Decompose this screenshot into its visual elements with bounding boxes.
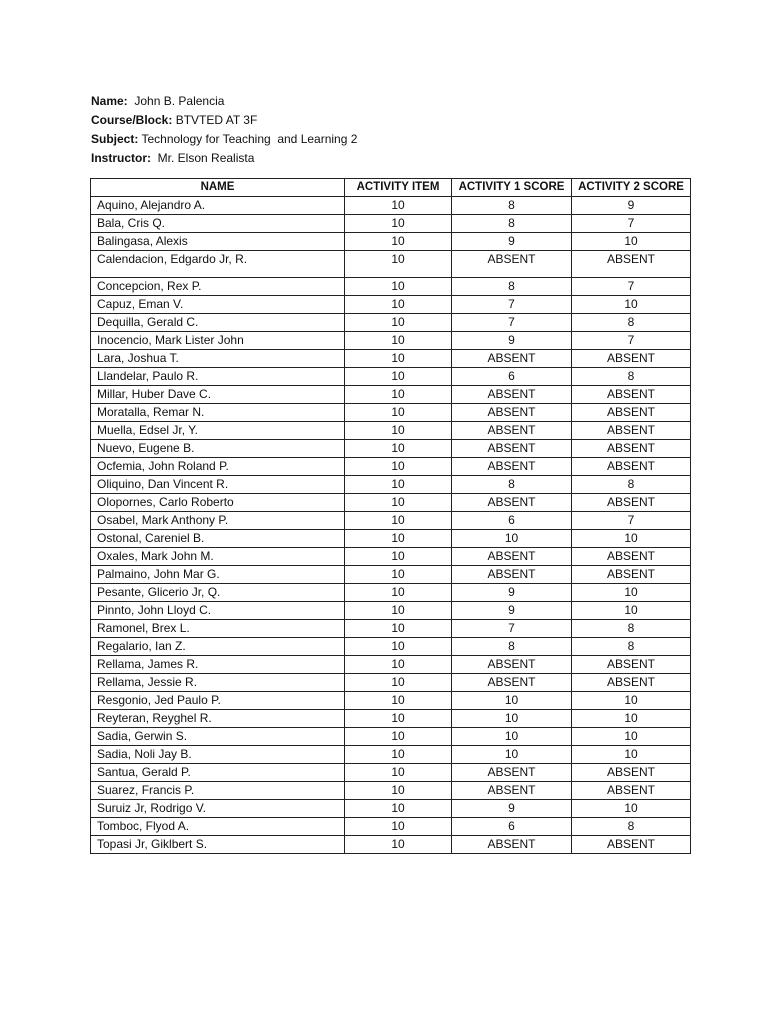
table-row bbox=[91, 422, 691, 440]
table-row bbox=[91, 386, 691, 404]
activity-1-score-cell: ABSENT bbox=[452, 251, 572, 278]
table-row bbox=[91, 638, 691, 656]
student-name-cell: Nuevo, Eugene B. bbox=[91, 440, 345, 458]
activity-item-cell: 10 bbox=[345, 620, 452, 638]
activity-item-cell: 10 bbox=[345, 638, 452, 656]
student-name-cell: Concepcion, Rex P. bbox=[91, 278, 345, 296]
name-value: John B. Palencia bbox=[134, 94, 225, 108]
activity-item-cell: 10 bbox=[345, 836, 452, 854]
table-row bbox=[91, 728, 691, 746]
student-name-cell: Bala, Cris Q. bbox=[91, 215, 345, 233]
student-name-cell: Inocencio, Mark Lister John bbox=[91, 332, 345, 350]
course-label: Course/Block: bbox=[91, 113, 173, 127]
activity-2-score-cell: 10 bbox=[572, 728, 691, 746]
instructor-label: Instructor: bbox=[91, 151, 151, 165]
activity-1-score-cell: ABSENT bbox=[452, 440, 572, 458]
table-row bbox=[91, 584, 691, 602]
table-row bbox=[91, 674, 691, 692]
activity-2-score-cell: 7 bbox=[572, 278, 691, 296]
table-row bbox=[91, 782, 691, 800]
table-row bbox=[91, 602, 691, 620]
activity-1-score-cell: 10 bbox=[452, 728, 572, 746]
activity-item-cell: 10 bbox=[345, 440, 452, 458]
subject-value: Technology for Teaching and Learning 2 bbox=[141, 132, 358, 146]
table-row bbox=[91, 836, 691, 854]
activity-item-cell: 10 bbox=[345, 476, 452, 494]
activity-item-cell: 10 bbox=[345, 404, 452, 422]
column-header-name: NAME bbox=[91, 179, 345, 197]
activity-1-score-cell: 6 bbox=[452, 512, 572, 530]
table-row bbox=[91, 818, 691, 836]
activity-2-score-cell: ABSENT bbox=[572, 386, 691, 404]
activity-1-score-cell: ABSENT bbox=[452, 656, 572, 674]
activity-2-score-cell: 10 bbox=[572, 530, 691, 548]
activity-1-score-cell: 8 bbox=[452, 197, 572, 215]
activity-1-score-cell: 9 bbox=[452, 233, 572, 251]
student-name-cell: Aquino, Alejandro A. bbox=[91, 197, 345, 215]
student-name-cell: Rellama, James R. bbox=[91, 656, 345, 674]
course-line bbox=[91, 111, 357, 130]
activity-1-score-cell: 6 bbox=[452, 368, 572, 386]
student-name-cell: Ocfemia, John Roland P. bbox=[91, 458, 345, 476]
activity-1-score-cell: 9 bbox=[452, 584, 572, 602]
activity-2-score-cell: 8 bbox=[572, 476, 691, 494]
table-row bbox=[91, 800, 691, 818]
activity-1-score-cell: ABSENT bbox=[452, 404, 572, 422]
student-name-cell: Millar, Huber Dave C. bbox=[91, 386, 345, 404]
activity-item-cell: 10 bbox=[345, 422, 452, 440]
activity-item-cell: 10 bbox=[345, 494, 452, 512]
activity-1-score-cell: 10 bbox=[452, 746, 572, 764]
table-row bbox=[91, 251, 691, 278]
column-header-activity-2-score: ACTIVITY 2 SCORE bbox=[572, 179, 691, 197]
student-name-cell: Suruiz Jr, Rodrigo V. bbox=[91, 800, 345, 818]
student-name-cell: Regalario, Ian Z. bbox=[91, 638, 345, 656]
student-name-cell: Lara, Joshua T. bbox=[91, 350, 345, 368]
activity-2-score-cell: ABSENT bbox=[572, 494, 691, 512]
table-row bbox=[91, 440, 691, 458]
activity-1-score-cell: 8 bbox=[452, 476, 572, 494]
activity-1-score-cell: ABSENT bbox=[452, 350, 572, 368]
table-row bbox=[91, 368, 691, 386]
student-name-cell: Sadia, Noli Jay B. bbox=[91, 746, 345, 764]
table-body bbox=[91, 197, 691, 854]
student-info-block bbox=[91, 92, 357, 168]
student-name-cell: Ramonel, Brex L. bbox=[91, 620, 345, 638]
activity-2-score-cell: 10 bbox=[572, 746, 691, 764]
instructor-line bbox=[91, 149, 357, 168]
activity-item-cell: 10 bbox=[345, 458, 452, 476]
activity-2-score-cell: ABSENT bbox=[572, 548, 691, 566]
activity-item-cell: 10 bbox=[345, 818, 452, 836]
name-label: Name: bbox=[91, 94, 128, 108]
activity-1-score-cell: 9 bbox=[452, 800, 572, 818]
subject-line bbox=[91, 130, 357, 149]
activity-1-score-cell: ABSENT bbox=[452, 836, 572, 854]
student-name-cell: Dequilla, Gerald C. bbox=[91, 314, 345, 332]
activity-item-cell: 10 bbox=[345, 710, 452, 728]
table-row bbox=[91, 476, 691, 494]
activity-2-score-cell: 9 bbox=[572, 197, 691, 215]
activity-2-score-cell: 10 bbox=[572, 233, 691, 251]
table-row bbox=[91, 764, 691, 782]
student-name-cell: Santua, Gerald P. bbox=[91, 764, 345, 782]
table-row bbox=[91, 530, 691, 548]
activity-2-score-cell: ABSENT bbox=[572, 251, 691, 278]
activity-item-cell: 10 bbox=[345, 332, 452, 350]
student-name-cell: Pesante, Glicerio Jr, Q. bbox=[91, 584, 345, 602]
activity-2-score-cell: 7 bbox=[572, 332, 691, 350]
activity-1-score-cell: ABSENT bbox=[452, 548, 572, 566]
student-name-cell: Tomboc, Flyod A. bbox=[91, 818, 345, 836]
course-value: BTVTED AT 3F bbox=[175, 113, 258, 127]
activity-1-score-cell: 10 bbox=[452, 710, 572, 728]
activity-1-score-cell: 8 bbox=[452, 638, 572, 656]
activity-1-score-cell: ABSENT bbox=[452, 764, 572, 782]
student-name-cell: Muella, Edsel Jr, Y. bbox=[91, 422, 345, 440]
student-name-cell: Suarez, Francis P. bbox=[91, 782, 345, 800]
activity-2-score-cell: ABSENT bbox=[572, 656, 691, 674]
activity-2-score-cell: 10 bbox=[572, 602, 691, 620]
activity-item-cell: 10 bbox=[345, 530, 452, 548]
score-table bbox=[90, 178, 691, 854]
activity-2-score-cell: 8 bbox=[572, 314, 691, 332]
subject-label: Subject: bbox=[91, 132, 139, 146]
student-name-cell: Balingasa, Alexis bbox=[91, 233, 345, 251]
activity-1-score-cell: ABSENT bbox=[452, 458, 572, 476]
table-row bbox=[91, 233, 691, 251]
activity-item-cell: 10 bbox=[345, 728, 452, 746]
activity-2-score-cell: 8 bbox=[572, 368, 691, 386]
table-row bbox=[91, 620, 691, 638]
student-name-cell: Topasi Jr, Giklbert S. bbox=[91, 836, 345, 854]
table-row bbox=[91, 197, 691, 215]
activity-1-score-cell: 7 bbox=[452, 620, 572, 638]
student-name-cell: Llandelar, Paulo R. bbox=[91, 368, 345, 386]
student-name-cell: Palmaino, John Mar G. bbox=[91, 566, 345, 584]
activity-item-cell: 10 bbox=[345, 656, 452, 674]
name-line bbox=[91, 92, 357, 111]
activity-2-score-cell: 10 bbox=[572, 584, 691, 602]
activity-item-cell: 10 bbox=[345, 368, 452, 386]
activity-2-score-cell: 7 bbox=[572, 215, 691, 233]
table-row bbox=[91, 332, 691, 350]
activity-1-score-cell: ABSENT bbox=[452, 782, 572, 800]
activity-item-cell: 10 bbox=[345, 278, 452, 296]
student-name-cell: Osabel, Mark Anthony P. bbox=[91, 512, 345, 530]
activity-item-cell: 10 bbox=[345, 782, 452, 800]
activity-2-score-cell: ABSENT bbox=[572, 440, 691, 458]
activity-item-cell: 10 bbox=[345, 764, 452, 782]
activity-2-score-cell: 10 bbox=[572, 692, 691, 710]
table-row bbox=[91, 314, 691, 332]
activity-item-cell: 10 bbox=[345, 746, 452, 764]
column-header-activity-1-score: ACTIVITY 1 SCORE bbox=[452, 179, 572, 197]
activity-2-score-cell: 7 bbox=[572, 512, 691, 530]
table-row bbox=[91, 692, 691, 710]
activity-1-score-cell: 9 bbox=[452, 602, 572, 620]
table-row bbox=[91, 278, 691, 296]
activity-item-cell: 10 bbox=[345, 386, 452, 404]
activity-2-score-cell: ABSENT bbox=[572, 458, 691, 476]
activity-2-score-cell: ABSENT bbox=[572, 350, 691, 368]
activity-1-score-cell: 8 bbox=[452, 278, 572, 296]
activity-2-score-cell: 8 bbox=[572, 818, 691, 836]
activity-1-score-cell: 10 bbox=[452, 530, 572, 548]
table-row bbox=[91, 656, 691, 674]
activity-1-score-cell: ABSENT bbox=[452, 494, 572, 512]
activity-item-cell: 10 bbox=[345, 197, 452, 215]
activity-2-score-cell: ABSENT bbox=[572, 404, 691, 422]
activity-1-score-cell: 10 bbox=[452, 692, 572, 710]
table-row bbox=[91, 548, 691, 566]
student-name-cell: Rellama, Jessie R. bbox=[91, 674, 345, 692]
activity-1-score-cell: ABSENT bbox=[452, 566, 572, 584]
activity-2-score-cell: ABSENT bbox=[572, 764, 691, 782]
table-row bbox=[91, 458, 691, 476]
activity-item-cell: 10 bbox=[345, 584, 452, 602]
table-row bbox=[91, 746, 691, 764]
table-row bbox=[91, 404, 691, 422]
table-row bbox=[91, 215, 691, 233]
activity-item-cell: 10 bbox=[345, 800, 452, 818]
activity-item-cell: 10 bbox=[345, 251, 452, 278]
activity-item-cell: 10 bbox=[345, 602, 452, 620]
student-name-cell: Calendacion, Edgardo Jr, R. bbox=[91, 251, 345, 278]
activity-item-cell: 10 bbox=[345, 350, 452, 368]
student-name-cell: Resgonio, Jed Paulo P. bbox=[91, 692, 345, 710]
student-name-cell: Reyteran, Reyghel R. bbox=[91, 710, 345, 728]
table-header-row bbox=[91, 179, 691, 197]
student-name-cell: Moratalla, Remar N. bbox=[91, 404, 345, 422]
table-row bbox=[91, 494, 691, 512]
instructor-value: Mr. Elson Realista bbox=[157, 151, 255, 165]
activity-item-cell: 10 bbox=[345, 233, 452, 251]
activity-2-score-cell: ABSENT bbox=[572, 422, 691, 440]
activity-2-score-cell: ABSENT bbox=[572, 674, 691, 692]
student-name-cell: Sadia, Gerwin S. bbox=[91, 728, 345, 746]
activity-1-score-cell: 9 bbox=[452, 332, 572, 350]
activity-item-cell: 10 bbox=[345, 692, 452, 710]
activity-2-score-cell: 8 bbox=[572, 638, 691, 656]
table-row bbox=[91, 566, 691, 584]
activity-item-cell: 10 bbox=[345, 566, 452, 584]
table-row bbox=[91, 710, 691, 728]
activity-item-cell: 10 bbox=[345, 674, 452, 692]
activity-1-score-cell: 6 bbox=[452, 818, 572, 836]
activity-1-score-cell: 7 bbox=[452, 314, 572, 332]
activity-2-score-cell: 10 bbox=[572, 710, 691, 728]
activity-1-score-cell: 8 bbox=[452, 215, 572, 233]
table-row bbox=[91, 512, 691, 530]
table-row bbox=[91, 350, 691, 368]
activity-1-score-cell: ABSENT bbox=[452, 386, 572, 404]
activity-2-score-cell: 8 bbox=[572, 620, 691, 638]
activity-item-cell: 10 bbox=[345, 512, 452, 530]
activity-2-score-cell: ABSENT bbox=[572, 782, 691, 800]
activity-2-score-cell: ABSENT bbox=[572, 566, 691, 584]
activity-item-cell: 10 bbox=[345, 548, 452, 566]
activity-1-score-cell: ABSENT bbox=[452, 674, 572, 692]
table-row bbox=[91, 296, 691, 314]
student-name-cell: Oliquino, Dan Vincent R. bbox=[91, 476, 345, 494]
column-header-activity-item: ACTIVITY ITEM bbox=[345, 179, 452, 197]
activity-item-cell: 10 bbox=[345, 314, 452, 332]
student-name-cell: Capuz, Eman V. bbox=[91, 296, 345, 314]
activity-item-cell: 10 bbox=[345, 215, 452, 233]
activity-2-score-cell: 10 bbox=[572, 296, 691, 314]
activity-2-score-cell: 10 bbox=[572, 800, 691, 818]
student-name-cell: Olopornes, Carlo Roberto bbox=[91, 494, 345, 512]
student-name-cell: Ostonal, Careniel B. bbox=[91, 530, 345, 548]
activity-1-score-cell: ABSENT bbox=[452, 422, 572, 440]
student-name-cell: Pinnto, John Lloyd C. bbox=[91, 602, 345, 620]
student-name-cell: Oxales, Mark John M. bbox=[91, 548, 345, 566]
activity-1-score-cell: 7 bbox=[452, 296, 572, 314]
activity-2-score-cell: ABSENT bbox=[572, 836, 691, 854]
activity-item-cell: 10 bbox=[345, 296, 452, 314]
